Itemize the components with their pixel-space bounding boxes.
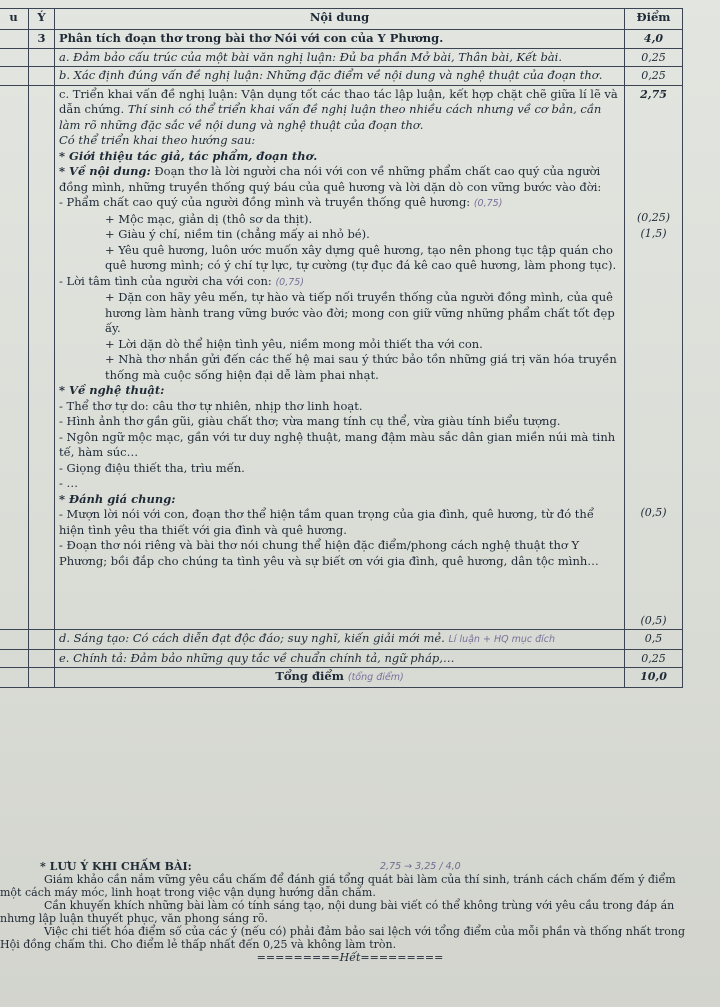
- total-label: Tổng điểm: [275, 669, 344, 683]
- item-c-content: [55, 85, 625, 630]
- point-2a: + Dặn con hãy yêu mến, tự hào và tiếp nối truyền thống của người đồng mình, của quê hương làm hành trang vững bước vào đời; mong con giữ vững những phẩm chất tốt đẹp ấy.: [105, 290, 615, 335]
- eval-1: - Mượn lời nói với con, đoạn thơ thể hiện tầm quan trọng của gia đình, quê hương, từ đó thể hiện tình yêu tha thiết với gia đình và quê hương.: [59, 507, 594, 537]
- header-col-a: u: [0, 9, 29, 30]
- art-5: - …: [59, 476, 79, 490]
- note-2: Cần khuyến khích những bài làm có tính sáng tạo, nội dung bài viết có thể không trùng với yêu cầu trong đáp án nhưng lập luận thuyết phục, văn phong sáng rõ.: [0, 899, 675, 925]
- note-1: Giám khảo cần nắm vững yêu cầu chấm để đánh giá tổng quát bài làm của thí sinh, tránh cách chấm đếm ý điểm một cách máy móc, linh hoạt trong việc vận dụng hướng dẫn chấm.: [0, 873, 676, 899]
- item-c-score: 2,75: [640, 87, 667, 101]
- item-d-text: d. Sáng tạo: Có cách diễn đạt độc đáo; suy nghĩ, kiến giải mới mẻ.: [59, 631, 445, 645]
- item-e-score: 0,25: [625, 649, 683, 668]
- art-1: - Thể thơ tự do: câu thơ tự nhiên, nhịp thơ linh hoạt.: [59, 398, 363, 413]
- item-e-row: [0, 649, 683, 668]
- scoring-rubric-table: [0, 8, 683, 688]
- item-c-score-column: [625, 85, 683, 630]
- item-c-content-para: [59, 164, 620, 195]
- content-text: Đoạn thơ là lời người cha nói với con về những phẩm chất cao quý của người đồng mình, những truyền thống quý báu của quê hương và lời dặn dò con vững bước vào đời:: [59, 164, 602, 194]
- item-d-handwriting: Lí luận + HQ mục đích: [448, 634, 556, 645]
- item-c-hint: Có thể triển khai theo hướng sau:: [59, 133, 256, 147]
- point-2: [59, 274, 620, 291]
- item-c-author-line: * Giới thiệu tác giả, tác phẩm, đoạn thơ.: [59, 148, 318, 163]
- item-b-row: [0, 67, 683, 86]
- point-1-text: - Phẩm chất cao quý của người đồng mình và truyền thống quê hương:: [59, 195, 471, 209]
- item-e-text: e. Chính tả: Đảm bảo những quy tắc về chuẩn chính tả, ngữ pháp,…: [55, 649, 625, 668]
- item-b-text: b. Xác định đúng vấn đề nghị luận: Những đặc điểm về nội dung và nghệ thuật của đoạn thơ.: [55, 67, 625, 86]
- header-score: Điểm: [625, 9, 683, 30]
- point-1a: + Mộc mạc, giản dị (thô sơ da thịt).: [105, 211, 313, 226]
- item-a-score: 0,25: [625, 48, 683, 67]
- art-2: - Hình ảnh thơ gần gũi, giàu chất thơ; vừa mang tính cụ thể, vừa giàu tính biểu tượng.: [59, 414, 561, 428]
- point-1: [59, 195, 620, 212]
- item-d-score: 0,5: [625, 630, 683, 650]
- item-a-text: a. Đảm bảo cấu trúc của một bài văn nghị luận: Đủ ba phần Mở bài, Thân bài, Kết bài.: [55, 48, 625, 67]
- art-4: - Giọng điệu thiết tha, trìu mến.: [59, 460, 245, 475]
- eval-heading: * Đánh giá chung:: [59, 491, 176, 506]
- notes-title: * LƯU Ý KHI CHẤM BÀI:: [40, 860, 192, 873]
- item-c-intro: c. Triển khai vấn đề nghị luận: Vận dụng tốt các thao tác lập luận, kết hợp chặt chẽ giữa lí lẽ và dẫn chứng.: [59, 86, 618, 116]
- total-score: 10,0: [625, 668, 683, 688]
- item-b-score: 0,25: [625, 67, 683, 86]
- question-row: [0, 30, 683, 49]
- point-1c: + Yêu quê hương, luôn ước muốn xây dựng quê hương, tạo nên phong tục tập quán cho quê hương mình; có ý chí tự lực, tự cường (tự đục đá kê cao quê hương, làm phong tục).: [105, 242, 617, 272]
- notes-handwriting: 2,75 → 3,25 / 4,0: [380, 861, 461, 872]
- question-number: 3: [29, 30, 55, 49]
- total-handwriting: (tổng điểm): [347, 672, 404, 683]
- art-heading: * Về nghệ thuật:: [59, 383, 165, 397]
- point-2-handwriting: (0,75): [275, 276, 305, 288]
- item-d-content: [55, 630, 625, 650]
- total-cell: [55, 668, 625, 688]
- item-a-row: [0, 48, 683, 67]
- total-row: [0, 668, 683, 688]
- header-row: [0, 9, 683, 30]
- content-heading: * Về nội dung:: [59, 164, 151, 178]
- eval-2: - Đoạn thơ nói riêng và bài thơ nói chung thể hiện đặc điểm/phong cách nghệ thuật thơ Y Phương; bồi đắp cho chúng ta tình yêu và sự biết ơn với gia đình, quê hương, dân tộc mình…: [59, 538, 599, 568]
- header-content: Nội dung: [55, 9, 625, 30]
- header-col-b: Ý: [29, 9, 55, 30]
- end-marker: =========Hết=========: [256, 951, 444, 964]
- art-3: - Ngôn ngữ mộc mạc, gần với tư duy nghệ thuật, mang đậm màu sắc dân gian miền núi mà tinh tế, hàm súc…: [59, 429, 616, 459]
- question-score: 4,0: [625, 30, 683, 49]
- art-score: (0,5): [640, 613, 667, 627]
- point-2b: + Lời dặn dò thể hiện tình yêu, niềm mong mỏi thiết tha với con.: [105, 336, 483, 351]
- note-3: Việc chi tiết hóa điểm số của các ý (nếu có) phải đảm bảo sai lệch với tổng điểm của mỗi phần và thống nhất trong Hội đồng chấm thi. Cho điểm lẻ thấp nhất đến 0,25 và không làm tròn.: [0, 925, 686, 951]
- point-1-handwriting: (0,75): [473, 198, 503, 209]
- item-d-row: [0, 630, 683, 650]
- point-2c: + Nhà thơ nhắn gửi đến các thế hệ mai sau ý thức bảo tồn những giá trị văn hóa truyền thống mà cuộc sống hiện đại dễ làm phai nhạt.: [105, 352, 617, 382]
- author-score: (0,25): [636, 211, 671, 224]
- point-2c-score: (0,5): [640, 506, 667, 519]
- point-2-text: - Lời tâm tình của người cha với con:: [59, 273, 272, 288]
- point-1b: + Giàu ý chí, niềm tin (chẳng mấy ai nhỏ bé).: [105, 227, 370, 241]
- content-score: (1,5): [640, 226, 667, 240]
- item-c-row: [0, 85, 683, 630]
- question-title: Phân tích đoạn thơ trong bài thơ Nói với con của Y Phương.: [55, 30, 625, 49]
- grading-notes: [0, 860, 700, 964]
- item-c-intro-italic: Thí sinh có thể triển khai vấn đề nghị luận theo nhiều cách nhưng về cơ bản, cần làm rõ những đặc sắc về nội dung và nghệ thuật của đoạn thơ.: [59, 102, 602, 132]
